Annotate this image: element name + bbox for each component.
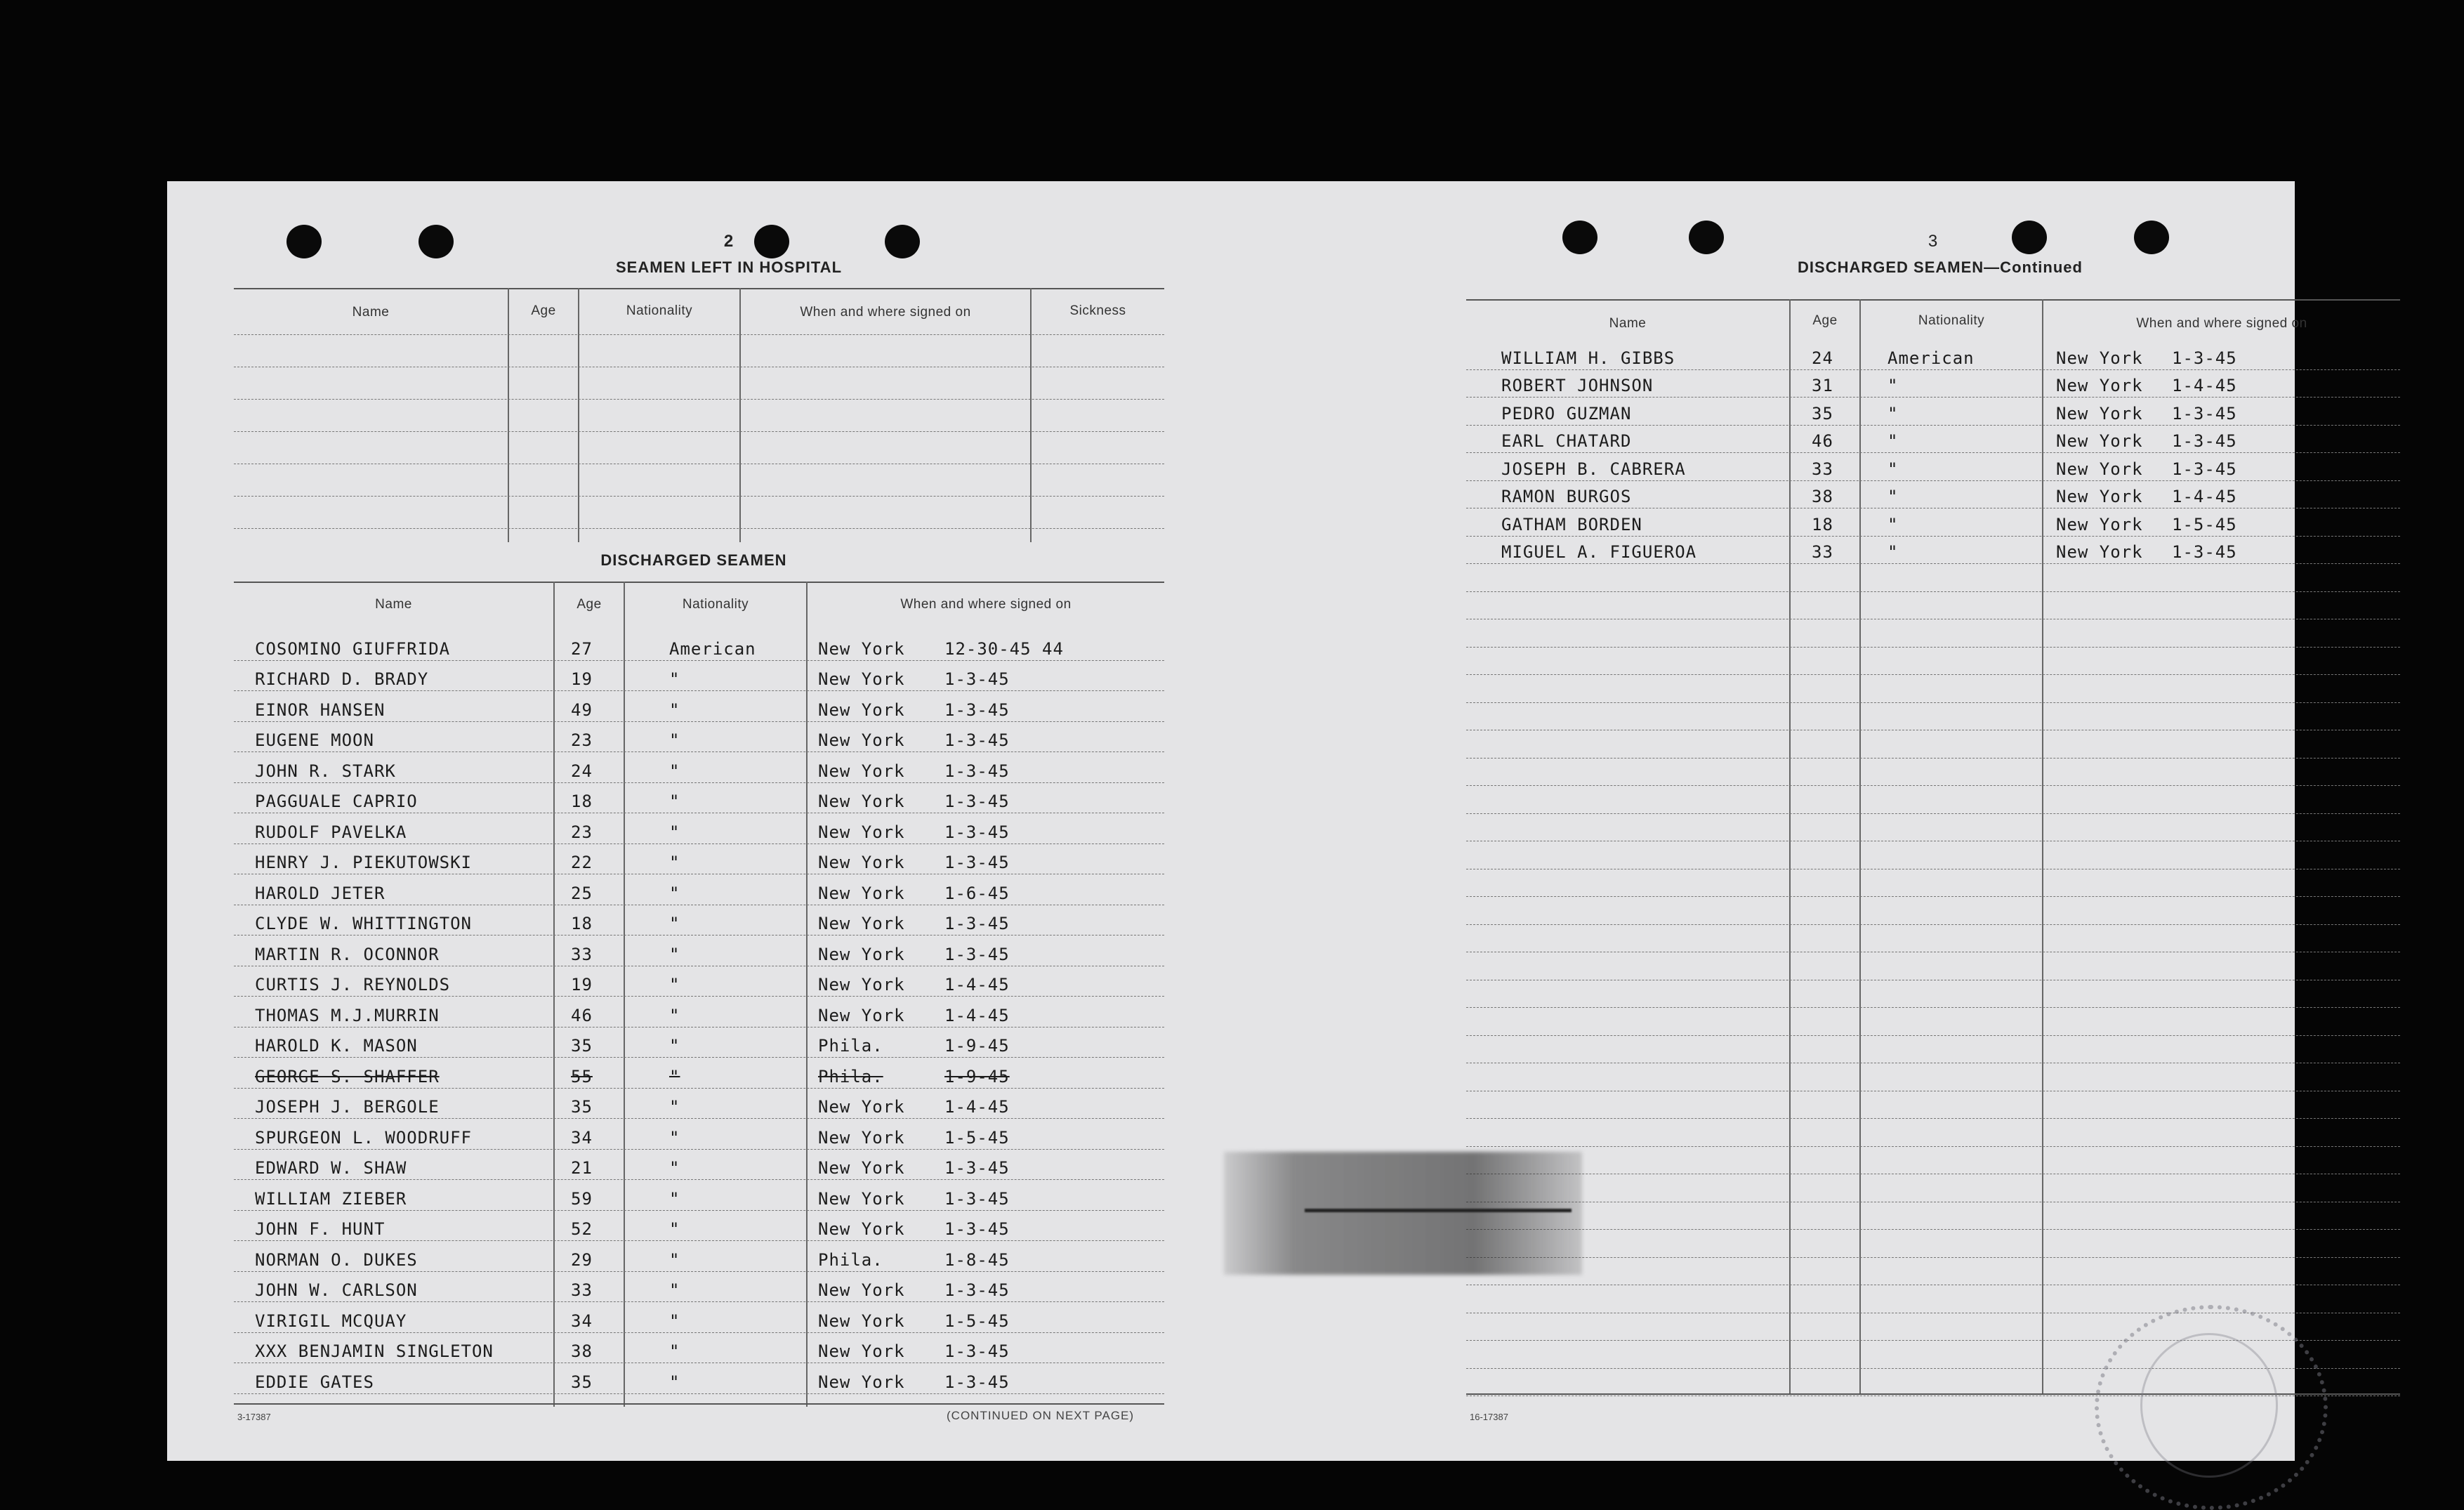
left-page [167, 181, 1231, 1461]
seaman-name: CURTIS J. REYNOLDS [255, 975, 451, 994]
seaman-nationality: American [669, 638, 756, 659]
hospital-header-sickness: Sickness [1069, 303, 1126, 318]
seaman-name: EARL CHATARD [1501, 431, 1632, 451]
seaman-nationality: " [669, 1005, 680, 1025]
table-row [1466, 813, 2400, 842]
signed-on-date: 1-3-45 [944, 1219, 1010, 1239]
seaman-name: JOHN F. HUNT [255, 1219, 386, 1239]
seaman-nationality: " [1887, 514, 1899, 534]
table-row [1466, 869, 2400, 898]
seaman-name: WILLIAM H. GIBBS [1501, 348, 1675, 368]
seaman-name: VIRIGIL MCQUAY [255, 1311, 407, 1331]
seaman-name: MARTIN R. OCONNOR [255, 944, 440, 964]
seaman-name: EDDIE GATES [255, 1372, 374, 1392]
seaman-age: 35 [571, 1097, 593, 1117]
seaman-nationality: " [669, 975, 680, 994]
hospital-header-nationality: Nationality [626, 303, 693, 318]
table-row [1466, 1063, 2400, 1091]
seaman-name: XXX BENJAMIN SINGLETON [255, 1341, 494, 1361]
seaman-name: HAROLD K. MASON [255, 1036, 418, 1056]
table-row [1466, 563, 2400, 592]
table-row [234, 721, 1164, 753]
table-row [234, 996, 1164, 1028]
discharged-header-name: Name [375, 597, 412, 612]
seaman-nationality: " [669, 700, 680, 720]
signed-on-date: 1-3-45 [944, 853, 1010, 872]
table-row [1466, 980, 2400, 1009]
table-row [1466, 619, 2400, 648]
table-row [234, 843, 1164, 875]
seaman-nationality: " [669, 1311, 680, 1331]
signed-on-place: New York [818, 669, 905, 689]
table-row [1466, 1229, 2400, 1258]
signed-on-place: New York [2056, 431, 2143, 451]
table-row [1466, 452, 2400, 481]
table-row [234, 690, 1164, 722]
table-row [1466, 702, 2400, 731]
signed-on-date: 1-3-45 [944, 761, 1010, 781]
signed-on-place: Phila. [818, 1036, 883, 1056]
hospital-empty-row [234, 496, 1164, 497]
seaman-name: EUGENE MOON [255, 730, 374, 750]
table-row [234, 966, 1164, 997]
signed-on-date: 1-4-45 [944, 975, 1010, 994]
seaman-age: 18 [1812, 514, 1833, 534]
seaman-name: NORMAN O. DUKES [255, 1249, 418, 1270]
seaman-age: 38 [1812, 487, 1833, 506]
seaman-nationality: " [669, 792, 680, 811]
signed-on-date: 1-3-45 [944, 914, 1010, 933]
signed-on-date: 1-3-45 [2172, 459, 2237, 479]
seaman-nationality: " [1887, 431, 1899, 451]
punch-hole [1562, 221, 1597, 254]
table-row [1466, 1285, 2400, 1313]
table-row [1466, 841, 2400, 869]
table-row [234, 629, 1164, 661]
signed-on-date: 12-30-45 44 [944, 638, 1064, 659]
signed-on-date: 1-4-45 [2172, 487, 2237, 506]
signed-on-date: 1-3-45 [2172, 348, 2237, 368]
seaman-age: 35 [571, 1372, 593, 1392]
seaman-name: MIGUEL A. FIGUEROA [1501, 542, 1697, 562]
seaman-nationality: " [669, 1249, 680, 1270]
signed-on-date: 1-3-45 [944, 1341, 1010, 1361]
table-row [234, 1027, 1164, 1058]
signed-on-date: 1-9-45 [944, 1066, 1010, 1086]
seaman-age: 35 [571, 1036, 593, 1056]
table-row [234, 1057, 1164, 1089]
document-sheet [167, 181, 2307, 1461]
signed-on-place: New York [818, 1311, 905, 1331]
signed-on-date: 1-4-45 [2172, 376, 2237, 395]
seaman-nationality: " [669, 1097, 680, 1117]
seaman-age: 21 [571, 1158, 593, 1178]
signed-on-place: New York [818, 700, 905, 720]
table-row [234, 1149, 1164, 1181]
seaman-name: PAGGUALE CAPRIO [255, 792, 418, 811]
table-row [234, 905, 1164, 936]
ink-smudge [1224, 1152, 1582, 1275]
signed-on-place: New York [2056, 459, 2143, 479]
seaman-age: 27 [571, 638, 593, 659]
seaman-age: 18 [571, 914, 593, 933]
table-row [1466, 1118, 2400, 1147]
signed-on-place: New York [818, 914, 905, 933]
seaman-age: 55 [571, 1066, 593, 1086]
signed-on-place: Phila. [818, 1066, 883, 1086]
table-row [1466, 480, 2400, 509]
discharged-continued-title: DISCHARGED SEAMEN—Continued [1798, 258, 2083, 276]
signed-on-place: New York [818, 1097, 905, 1117]
table-row [1466, 397, 2400, 426]
signed-on-place: New York [2056, 403, 2143, 424]
signed-on-place: Phila. [818, 1249, 883, 1270]
table-row [1466, 674, 2400, 703]
signed-on-place: New York [818, 638, 905, 659]
signed-on-date: 1-3-45 [944, 792, 1010, 811]
signed-on-date: 1-6-45 [944, 883, 1010, 903]
seaman-name: GATHAM BORDEN [1501, 514, 1642, 534]
signed-on-place: New York [818, 1219, 905, 1239]
table-row [1466, 952, 2400, 980]
seaman-age: 33 [571, 944, 593, 964]
seaman-age: 33 [1812, 542, 1833, 562]
signed-on-place: New York [2056, 514, 2143, 534]
seaman-nationality: " [669, 822, 680, 842]
seaman-age: 23 [571, 730, 593, 750]
seaman-age: 29 [571, 1249, 593, 1270]
seaman-nationality: " [669, 1188, 680, 1209]
seaman-age: 38 [571, 1341, 593, 1361]
signed-on-date: 1-3-45 [944, 700, 1010, 720]
seaman-age: 19 [571, 975, 593, 994]
received-stamp [2140, 1333, 2278, 1478]
punch-hole [1689, 221, 1724, 254]
seaman-nationality: " [669, 1219, 680, 1239]
table-row [1466, 1007, 2400, 1036]
discharged-table-right [1466, 299, 2400, 1395]
table-row [1466, 1202, 2400, 1230]
signed-on-place: New York [818, 1188, 905, 1209]
signed-on-date: 1-8-45 [944, 1249, 1010, 1270]
seaman-nationality: " [669, 1158, 680, 1178]
signed-on-date: 1-3-45 [2172, 542, 2237, 562]
signed-on-place: New York [818, 792, 905, 811]
continued-note: (CONTINUED ON NEXT PAGE) [947, 1409, 1135, 1422]
table-row [1466, 785, 2400, 814]
table-row [234, 1363, 1164, 1394]
seaman-name: HAROLD JETER [255, 883, 386, 903]
seaman-age: 46 [571, 1005, 593, 1025]
seaman-name: RUDOLF PAVELKA [255, 822, 407, 842]
signed-on-place: New York [818, 1341, 905, 1361]
table-row [234, 782, 1164, 814]
punch-hole [2134, 221, 2169, 254]
discharged-table-left [234, 582, 1164, 1407]
seaman-name: JOSEPH B. CABRERA [1501, 459, 1686, 479]
table-row [234, 1271, 1164, 1303]
table-row [1466, 924, 2400, 953]
signed-on-date: 1-3-45 [944, 1280, 1010, 1300]
seaman-age: 33 [571, 1280, 593, 1300]
table-row [234, 1210, 1164, 1242]
hospital-empty-row [234, 431, 1164, 432]
seaman-name: RAMON BURGOS [1501, 487, 1632, 506]
signed-on-date: 1-3-45 [944, 1372, 1010, 1392]
table-row [234, 1240, 1164, 1272]
hospital-header-name: Name [352, 305, 390, 320]
seaman-nationality: " [669, 853, 680, 872]
seaman-nationality: " [669, 1036, 680, 1056]
table-row [1466, 647, 2400, 676]
signed-on-place: New York [818, 822, 905, 842]
seaman-nationality: " [669, 914, 680, 933]
hospital-section-title: SEAMEN LEFT IN HOSPITAL [615, 258, 843, 276]
discharged-header-name: Name [1609, 316, 1647, 331]
seaman-nationality: " [669, 944, 680, 964]
seaman-age: 25 [571, 883, 593, 903]
seaman-nationality: American [1887, 348, 1975, 368]
table-row [1466, 536, 2400, 565]
signed-on-date: 1-3-45 [2172, 431, 2237, 451]
form-number: 16-17387 [1470, 1412, 1508, 1422]
table-row [1466, 758, 2400, 787]
signed-on-place: New York [818, 1372, 905, 1392]
signed-on-place: New York [818, 1127, 905, 1148]
signed-on-date: 1-3-45 [944, 1188, 1010, 1209]
signed-on-place: New York [2056, 542, 2143, 562]
ink-smudge [1305, 1209, 1572, 1212]
table-row [1466, 896, 2400, 925]
seaman-age: 59 [571, 1188, 593, 1209]
seaman-name: CLYDE W. WHITTINGTON [255, 914, 472, 933]
discharged-header-age: Age [1812, 313, 1838, 328]
signed-on-place: New York [818, 975, 905, 994]
seaman-nationality: " [669, 1066, 680, 1086]
seaman-age: 52 [571, 1219, 593, 1239]
seaman-age: 24 [1812, 348, 1833, 368]
table-row [1466, 730, 2400, 759]
seaman-name: JOSEPH J. BERGOLE [255, 1097, 440, 1117]
punch-hole [286, 225, 322, 258]
table-row [1466, 341, 2400, 370]
signed-on-date: 1-4-45 [944, 1005, 1010, 1025]
seaman-nationality: " [669, 730, 680, 750]
punch-hole [419, 225, 454, 258]
table-row [234, 1179, 1164, 1211]
seaman-name: PEDRO GUZMAN [1501, 403, 1632, 424]
seaman-nationality: " [669, 669, 680, 689]
seaman-age: 35 [1812, 403, 1833, 424]
signed-on-date: 1-5-45 [944, 1311, 1010, 1331]
hospital-table [234, 288, 1164, 542]
page-number: 3 [1928, 232, 1939, 251]
signed-on-date: 1-3-45 [944, 822, 1010, 842]
table-row [1466, 1146, 2400, 1175]
signed-on-date: 1-5-45 [944, 1127, 1010, 1148]
discharged-header-nationality: Nationality [1918, 313, 1985, 328]
discharged-section-title: DISCHARGED SEAMEN [600, 551, 787, 569]
signed-on-date: 1-3-45 [944, 730, 1010, 750]
table-row [234, 1301, 1164, 1333]
seaman-nationality: " [669, 883, 680, 903]
signed-on-date: 1-3-45 [944, 1158, 1010, 1178]
seaman-name: JOHN R. STARK [255, 761, 396, 781]
seaman-age: 33 [1812, 459, 1833, 479]
seaman-name: GEORGE S. SHAFFER [255, 1066, 440, 1086]
page-number: 2 [723, 232, 734, 251]
signed-on-place: New York [818, 883, 905, 903]
signed-on-date: 1-3-45 [944, 669, 1010, 689]
table-row [1466, 508, 2400, 537]
signed-on-place: New York [818, 1280, 905, 1300]
table-row [234, 1332, 1164, 1364]
seaman-age: 24 [571, 761, 593, 781]
signed-on-place: New York [818, 730, 905, 750]
table-row [234, 935, 1164, 966]
seaman-age: 34 [571, 1127, 593, 1148]
seaman-nationality: " [669, 1280, 680, 1300]
seaman-nationality: " [1887, 459, 1899, 479]
signed-on-place: New York [2056, 487, 2143, 506]
punch-hole [885, 225, 920, 258]
signed-on-date: 1-9-45 [944, 1036, 1010, 1056]
table-row [234, 874, 1164, 905]
signed-on-place: New York [2056, 376, 2143, 395]
signed-on-date: 1-5-45 [2172, 514, 2237, 534]
hospital-header-signed-on: When and where signed on [800, 305, 971, 320]
signed-on-place: New York [818, 1005, 905, 1025]
hospital-empty-row [234, 528, 1164, 529]
table-row [1466, 369, 2400, 398]
signed-on-date: 1-3-45 [944, 944, 1010, 964]
hospital-empty-row [234, 399, 1164, 400]
seaman-age: 19 [571, 669, 593, 689]
seaman-age: 46 [1812, 431, 1833, 451]
hospital-header-age: Age [531, 303, 556, 318]
discharged-header-age: Age [577, 597, 602, 612]
signed-on-date: 1-3-45 [2172, 403, 2237, 424]
seaman-nationality: " [669, 1341, 680, 1361]
seaman-nationality: " [669, 761, 680, 781]
signed-on-date: 1-4-45 [944, 1097, 1010, 1117]
table-row [1466, 425, 2400, 454]
seaman-name: RICHARD D. BRADY [255, 669, 429, 689]
seaman-nationality: " [1887, 487, 1899, 506]
signed-on-place: New York [818, 761, 905, 781]
seaman-nationality: " [1887, 542, 1899, 562]
seaman-name: EINOR HANSEN [255, 700, 386, 720]
seaman-age: 18 [571, 792, 593, 811]
seaman-name: ROBERT JOHNSON [1501, 376, 1654, 395]
hospital-empty-row [234, 334, 1164, 335]
table-row [234, 1088, 1164, 1120]
signed-on-place: New York [818, 1158, 905, 1178]
seaman-name: SPURGEON L. WOODRUFF [255, 1127, 472, 1148]
signed-on-place: New York [2056, 348, 2143, 368]
table-row [234, 660, 1164, 692]
signed-on-place: New York [818, 944, 905, 964]
seaman-nationality: " [1887, 403, 1899, 424]
seaman-age: 22 [571, 853, 593, 872]
seaman-name: HENRY J. PIEKUTOWSKI [255, 853, 472, 872]
seaman-age: 23 [571, 822, 593, 842]
signed-on-place: New York [818, 853, 905, 872]
table-row [234, 813, 1164, 844]
seaman-age: 34 [571, 1311, 593, 1331]
table-row [234, 1118, 1164, 1150]
discharged-header-signed-on: When and where signed on [900, 597, 1072, 612]
seaman-nationality: " [1887, 376, 1899, 395]
seaman-age: 49 [571, 700, 593, 720]
seaman-name: JOHN W. CARLSON [255, 1280, 418, 1300]
table-row [1466, 1091, 2400, 1120]
seaman-name: WILLIAM ZIEBER [255, 1188, 407, 1209]
seaman-name: COSOMINO GIUFFRIDA [255, 638, 451, 659]
discharged-header-nationality: Nationality [682, 597, 749, 612]
table-row [1466, 1035, 2400, 1064]
seaman-name: EDWARD W. SHAW [255, 1158, 407, 1178]
form-number: 3-17387 [237, 1412, 271, 1422]
seaman-age: 31 [1812, 376, 1833, 395]
table-row [1466, 591, 2400, 620]
seaman-name: THOMAS M.J.MURRIN [255, 1005, 440, 1025]
table-row [1466, 1174, 2400, 1202]
table-row [1466, 1257, 2400, 1286]
discharged-header-signed-on: When and where signed on [2136, 316, 2307, 331]
seaman-nationality: " [669, 1372, 680, 1392]
table-row [234, 751, 1164, 783]
punch-hole [2012, 221, 2047, 254]
seaman-nationality: " [669, 1127, 680, 1148]
